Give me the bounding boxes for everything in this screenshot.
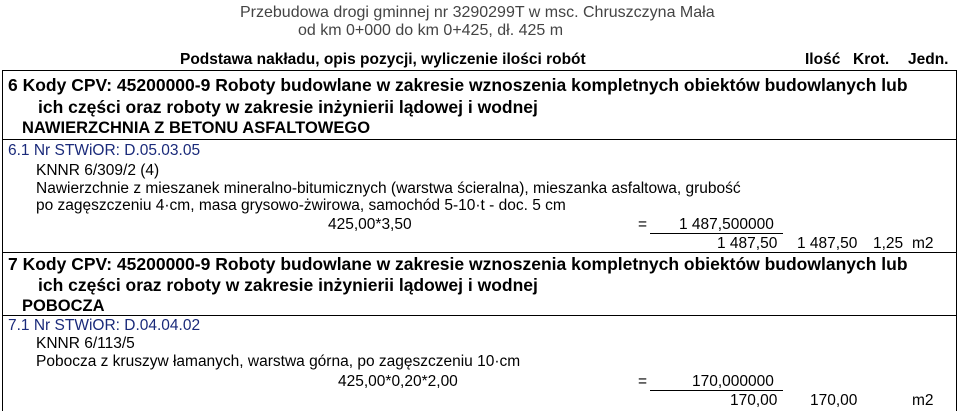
result-underline: [650, 233, 783, 234]
table-right-border: [956, 70, 957, 411]
document-title-line1: Przebudowa drogi gminnej nr 3290299T w msc. Chruszczyna Mała: [240, 4, 715, 21]
section-name: NAWIERZCHNIA Z BETONU ASFALTOWEGO: [22, 119, 371, 137]
item-number: 6.1 Nr STWiOR: D.05.03.05: [8, 142, 201, 159]
document-title-line2: od km 0+000 do km 0+425, dł. 425 m: [298, 22, 564, 39]
item-description: Pobocza z kruszyw łamanych, warstwa górna, po zagęszczeniu 10·cm: [36, 353, 521, 370]
section-rule: [2, 139, 957, 140]
item-basis: KNNR 6/309/2 (4): [36, 162, 160, 179]
item-quantity: 170,00: [730, 392, 778, 409]
item-total: 170,00: [810, 392, 858, 409]
result-underline: [650, 390, 783, 391]
item-equals: =: [638, 216, 648, 233]
item-formula: 425,00*0,20*2,00: [338, 373, 458, 390]
item-multiplier: 1,25: [873, 235, 904, 252]
item-total: 1 487,50: [797, 235, 858, 252]
item-equals: =: [638, 373, 648, 390]
section-title: 6 Kody CPV: 45200000-9 Roboty budowlane w zakresie wznoszenia kompletnych obiektów budowlanych lub: [8, 75, 908, 95]
section-title-continued: ich części oraz roboty w zakresie inżynierii lądowej i wodnej: [38, 97, 538, 117]
header-count: Krot.: [853, 51, 890, 68]
item-result: 170,000000: [692, 373, 774, 390]
section-title: 7 Kody CPV: 45200000-9 Roboty budowlane w zakresie wznoszenia kompletnych obiektów budowlanych lub: [8, 254, 908, 274]
item-formula: 425,00*3,50: [328, 216, 412, 233]
item-quantity: 1 487,50: [717, 235, 778, 252]
section-name: POBOCZA: [22, 297, 105, 315]
item-unit: m2: [912, 235, 934, 252]
item-basis: KNNR 6/113/5: [36, 335, 135, 352]
item-number: 7.1 Nr STWiOR: D.04.04.02: [8, 317, 201, 334]
header-quantity: Ilość: [805, 51, 841, 68]
item-unit: m2: [912, 392, 934, 409]
section-rule: [2, 315, 957, 316]
header-unit: Jedn.: [908, 51, 949, 68]
item-description: Nawierzchnie z mieszanek mineralno-bitumicznych (warstwa ścieralna), mieszanka asfaltowa, grubość: [36, 180, 741, 197]
header-description: Podstawa nakładu, opis pozycji, wyliczenie ilości robót: [180, 51, 586, 68]
item-result: 1 487,500000: [679, 216, 774, 233]
header-bottom-rule: [2, 70, 957, 71]
section-title-continued: ich części oraz roboty w zakresie inżynierii lądowej i wodnej: [38, 275, 538, 295]
item-bottom-rule: [2, 252, 957, 253]
item-description-continued: po zagęszczeniu 4·cm, masa grysowo-żwirowa, samochód 5-10·t - doc. 5 cm: [36, 197, 566, 214]
table-left-border: [2, 70, 3, 411]
